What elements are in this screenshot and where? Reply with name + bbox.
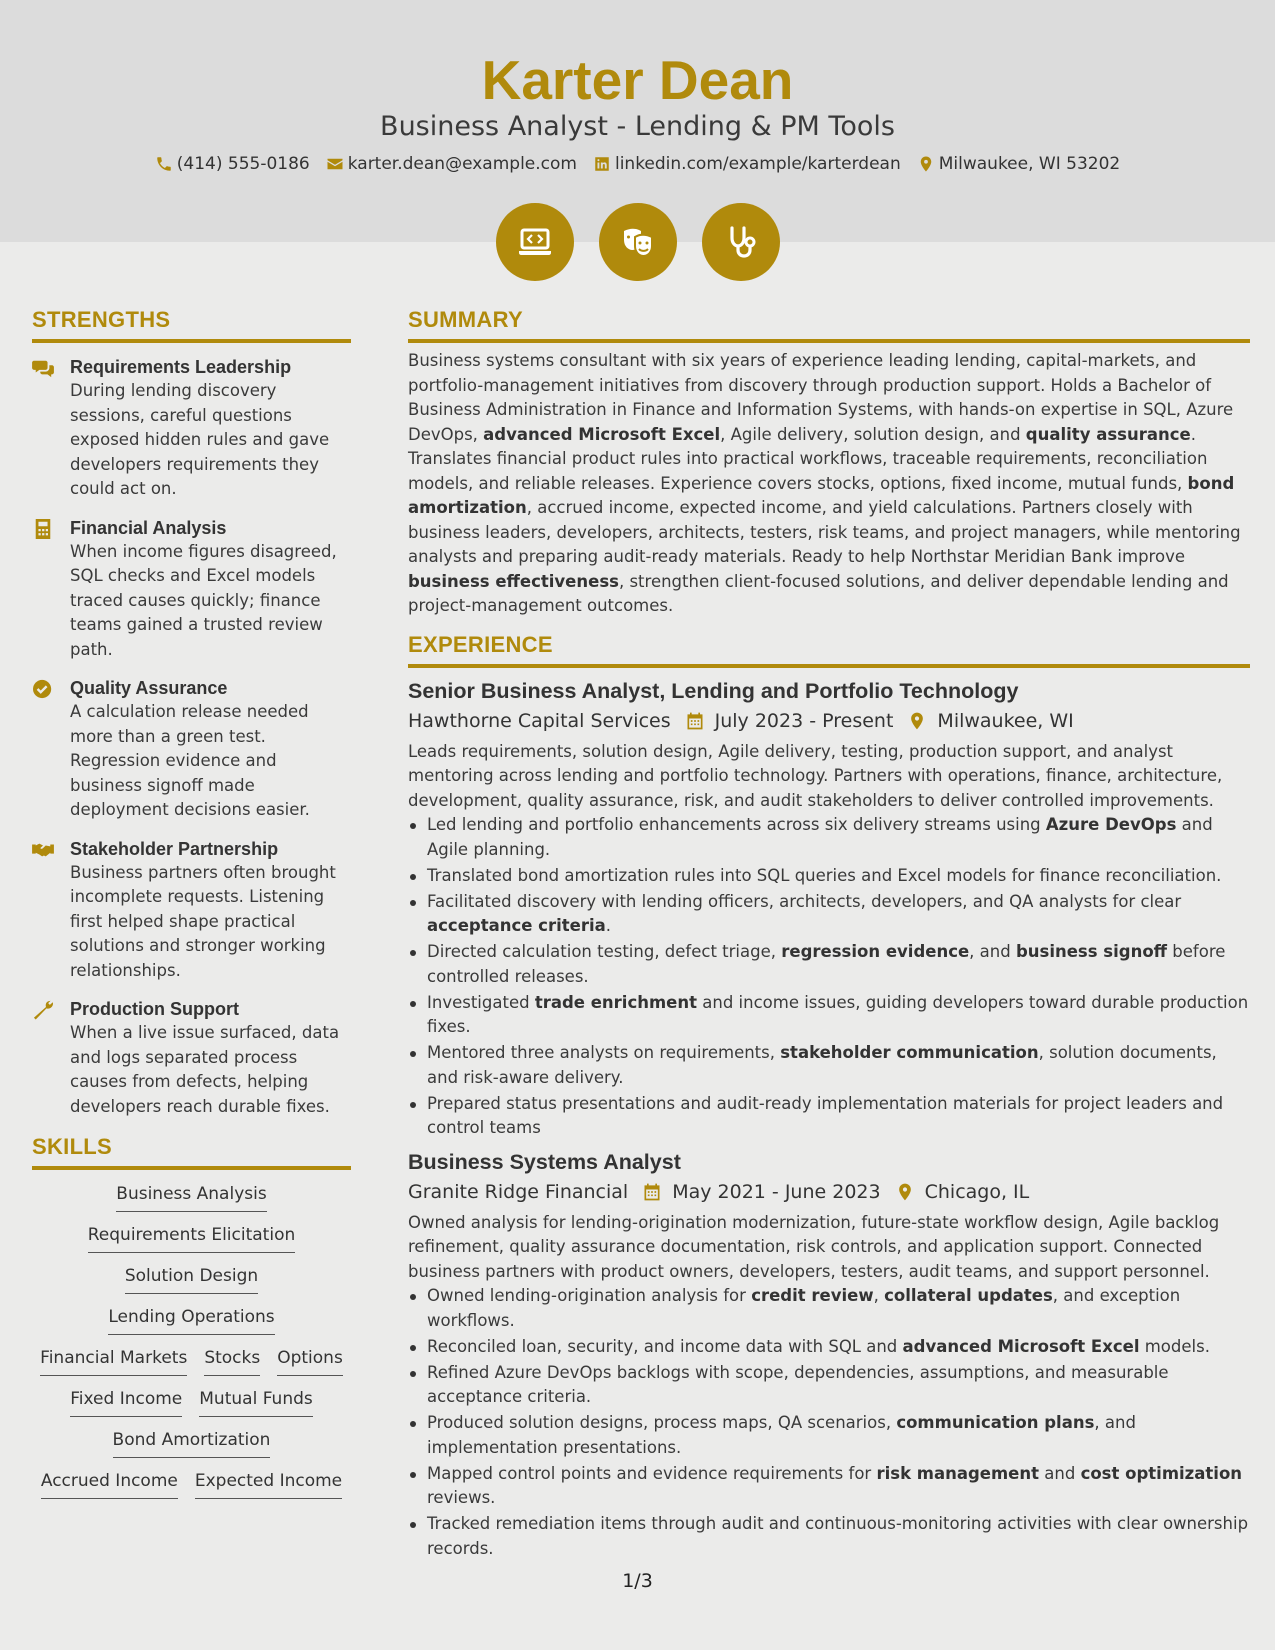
strength-item <box>32 837 351 984</box>
bullet-item: Reconciled loan, security, and income data with SQL and advanced Microsoft Excel models. <box>408 1335 1250 1360</box>
theater-masks-badge <box>599 203 677 281</box>
phone-icon <box>155 155 173 173</box>
job-entry <box>408 1147 1250 1562</box>
bullet-item: Led lending and portfolio enhancements across six delivery streams using Azure DevOps and Agile planning. <box>408 813 1250 862</box>
contact-email[interactable] <box>326 152 577 176</box>
job-location: Milwaukee, WI <box>937 709 1074 732</box>
wrench-icon <box>32 1000 54 1020</box>
job-company: Hawthorne Capital Services <box>408 709 671 732</box>
bullet-item: Owned lending-origination analysis for credit review, collateral updates, and exception workflows. <box>408 1284 1250 1333</box>
bullet-item: Prepared status presentations and audit-ready implementation materials for project leaders and control teams <box>408 1092 1250 1141</box>
skill-row <box>125 1264 258 1294</box>
candidate-role: Business Analyst - Lending & PM Tools <box>380 111 895 142</box>
strength-desc: Business partners often brought incomplete requests. Listening first helped shape practical solutions and stronger working relationships. <box>70 862 336 980</box>
strength-item <box>32 676 351 823</box>
job-dates: July 2023 - Present <box>714 709 894 732</box>
skill-row <box>70 1387 313 1417</box>
skill-row <box>108 1305 274 1335</box>
check-circle-icon <box>32 679 54 699</box>
skills-list <box>32 1182 351 1499</box>
job-description: Owned analysis for lending-origination modernization, future-state workflow design, Agile backlog refinement, quality assurance documentation, risk controls, and application support. Connected business partners with product owners, developers, testers, audit teams, and support personnel. <box>408 1212 1220 1281</box>
strength-desc: When income figures disagreed, SQL checks and Excel models traced causes quickly; finance teams gained a trusted review path. <box>70 541 337 659</box>
summary-heading: SUMMARY <box>408 306 1250 343</box>
contact-phone[interactable] <box>155 152 310 176</box>
strength-title: Stakeholder Partnership <box>70 838 279 859</box>
theater-masks-icon <box>618 222 658 262</box>
skill-tag: Stocks <box>204 1346 260 1376</box>
skill-row <box>113 1428 271 1458</box>
handshake-icon <box>32 840 54 860</box>
stethoscope-icon <box>721 222 761 262</box>
calculator-icon <box>32 519 54 539</box>
skill-tag: Options <box>277 1346 343 1376</box>
strength-title: Requirements Leadership <box>70 357 292 377</box>
job-meta <box>408 706 1250 736</box>
job-title: Business Systems Analyst <box>408 1149 681 1174</box>
calendar-icon <box>642 1182 662 1202</box>
job-description: Leads requirements, solution design, Agile delivery, testing, production support, and analyst mentoring across lending and portfolio technology. Partners with operations, finance, architecture, development, quality assurance, risk, and audit stakeholders to deliver controlled improvements. <box>408 741 1223 810</box>
location-text: Milwaukee, WI 53202 <box>938 154 1121 174</box>
skill-tag: Mutual Funds <box>199 1387 312 1417</box>
strength-title: Production Support <box>70 999 239 1019</box>
skill-tag: Financial Markets <box>40 1346 187 1376</box>
job-bullets <box>408 813 1250 1141</box>
bullet-item: Translated bond amortization rules into SQL queries and Excel models for finance reconciliation. <box>408 864 1250 889</box>
skill-tag: Expected Income <box>195 1469 342 1499</box>
candidate-name: Karter Dean <box>481 49 794 111</box>
job-entry <box>408 676 1250 1141</box>
strength-item <box>32 516 351 663</box>
bullet-item: Mapped control points and evidence requirements for risk management and cost optimization reviews. <box>408 1462 1250 1511</box>
linkedin-icon <box>593 155 611 173</box>
bullet-item: Mentored three analysts on requirements, stakeholder communication, solution documents, and risk-aware delivery. <box>408 1041 1250 1090</box>
linkedin-text: linkedin.com/example/karterdean <box>614 154 901 174</box>
envelope-icon <box>326 155 344 173</box>
job-location: Chicago, IL <box>924 1180 1030 1203</box>
summary-text: Business systems consultant with six years of experience leading lending, capital-markets, and portfolio-management initiatives from discovery through production support. Holds a Bachelor of Business Administration in Finance and Information Systems, with hands-on expertise in SQL, Azure DevOps, advanced Microsoft Excel, Agile delivery, solution design, and quality assurance. Translates financial product rules into practical workflows, traceable requirements, reconciliation models, and reliable releases. Experience covers stocks, options, fixed income, mutual funds, bond amortization, accrued income, expected income, and yield calculations. Partners closely with business leaders, developers, architects, testers, risk teams, and project managers, while mentoring analysts and preparing audit-ready materials. Ready to help Northstar Meridian Bank improve business effectiveness, strengthen client-focused solutions, and deliver dependable lending and project-management outcomes. <box>408 351 1241 615</box>
experience-heading: EXPERIENCE <box>408 631 1250 668</box>
skill-tag: Business Analysis <box>116 1182 266 1212</box>
phone-text: (414) 555-0186 <box>176 154 310 174</box>
bullet-item: Tracked remediation items through audit and continuous-monitoring activities with clear ownership records. <box>408 1512 1250 1561</box>
laptop-code-icon <box>515 222 555 262</box>
map-marker-icon <box>917 155 935 173</box>
page-number: 1/3 <box>622 1570 653 1592</box>
comments-icon <box>32 358 54 378</box>
skills-heading: SKILLS <box>32 1133 351 1170</box>
interest-badges <box>0 203 1275 281</box>
skill-row <box>88 1223 296 1253</box>
strength-item <box>32 355 351 502</box>
skill-tag: Bond Amortization <box>113 1428 271 1458</box>
bullet-item: Produced solution designs, process maps, QA scenarios, communication plans, and implementation presentations. <box>408 1411 1250 1460</box>
skill-tag: Accrued Income <box>41 1469 178 1499</box>
skill-row <box>116 1182 266 1212</box>
bullet-item: Facilitated discovery with lending officers, architects, developers, and QA analysts for clear acceptance criteria. <box>408 890 1250 939</box>
strength-desc: When a live issue surfaced, data and logs separated process causes from defects, helping developers reach durable fixes. <box>70 1023 340 1116</box>
skill-tag: Lending Operations <box>108 1305 274 1335</box>
skill-tag: Solution Design <box>125 1264 258 1294</box>
map-marker-icon <box>895 1182 915 1202</box>
bullet-item: Directed calculation testing, defect triage, regression evidence, and business signoff before controlled releases. <box>408 940 1250 989</box>
bullet-item: Refined Azure DevOps backlogs with scope, dependencies, assumptions, and measurable acceptance criteria. <box>408 1361 1250 1410</box>
strengths-heading: STRENGTHS <box>32 306 351 343</box>
email-text: karter.dean@example.com <box>347 154 577 174</box>
strength-desc: A calculation release needed more than a green test. Regression evidence and business signoff made deployment decisions easier. <box>70 702 310 819</box>
right-column <box>408 306 1250 1571</box>
stethoscope-badge <box>702 203 780 281</box>
job-meta <box>408 1177 1250 1207</box>
job-dates: May 2021 - June 2023 <box>672 1180 881 1203</box>
laptop-code-badge <box>496 203 574 281</box>
strength-item <box>32 997 351 1119</box>
skill-row <box>41 1469 342 1499</box>
contact-bar <box>0 152 1275 176</box>
job-company: Granite Ridge Financial <box>408 1180 629 1203</box>
contact-linkedin[interactable] <box>593 152 901 176</box>
strength-title: Financial Analysis <box>70 517 227 538</box>
calendar-icon <box>685 711 705 731</box>
skill-tag: Requirements Elicitation <box>88 1223 296 1253</box>
job-title: Senior Business Analyst, Lending and Portfolio Technology <box>408 678 1019 703</box>
job-bullets <box>408 1284 1250 1561</box>
contact-location <box>917 152 1120 176</box>
skill-tag: Fixed Income <box>70 1387 182 1417</box>
bullet-item: Investigated trade enrichment and income issues, guiding developers toward durable production fixes. <box>408 991 1250 1040</box>
left-column <box>32 306 351 1499</box>
map-marker-icon <box>907 711 927 731</box>
strength-desc: During lending discovery sessions, careful questions exposed hidden rules and gave developers requirements they could act on. <box>70 381 330 498</box>
skill-row <box>40 1346 343 1376</box>
strength-title: Quality Assurance <box>70 678 228 698</box>
